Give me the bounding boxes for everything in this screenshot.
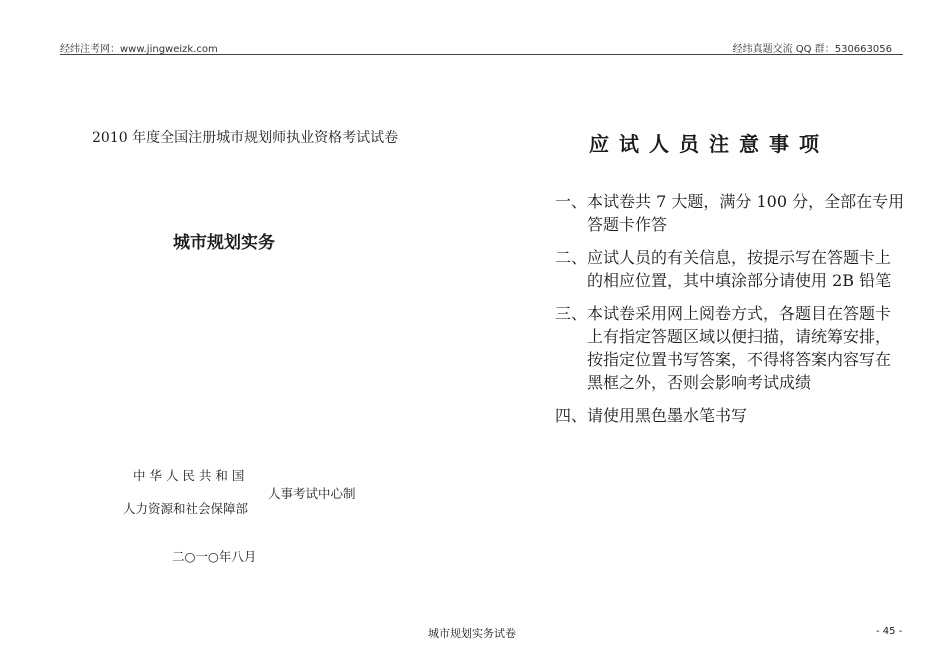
notice-item-number: 三、 [555, 304, 588, 323]
notice-item [555, 404, 905, 427]
exam-title: 2010 年度全国注册城市规划师执业资格考试试卷 [92, 130, 399, 146]
issuer-ministry: 人力资源和社会保障部 [123, 501, 249, 516]
header-qq-group: 经纬真题交流 QQ 群：530663056 [732, 44, 892, 55]
header-site-link: 经纬注考网：www.jingweizk.com [60, 44, 218, 55]
notice-title: 应试人员注意事项 [589, 132, 829, 156]
notice-item [555, 302, 905, 394]
notice-item-number: 一、 [555, 192, 588, 211]
footer-title: 城市规划实务试卷 [428, 627, 516, 640]
issuer-country: 中 华 人 民 共 和 国 [133, 468, 245, 483]
notice-item-text: 应试人员的有关信息，按提示写在答题卡上的相应位置，其中填涂部分请使用 2B 铅笔 [587, 248, 892, 290]
subject-title: 城市规划实务 [173, 233, 275, 253]
page-number: - 45 - [876, 626, 903, 637]
notice-item-number: 四、 [555, 406, 588, 425]
notice-item-text: 本试卷采用网上阅卷方式，各题目在答题卡上有指定答题区域以便扫描，请统筹安排，按指定位置书写答案，不得将答案内容写在黑框之外，否则会影响考试成绩 [587, 304, 892, 392]
notice-item-number: 二、 [555, 248, 588, 267]
header-rule [60, 54, 903, 55]
notice-item-text: 本试卷共 7 大题，满分 100 分，全部在专用答题卡作答 [587, 192, 905, 234]
notice-list [555, 190, 905, 437]
notice-item [555, 246, 905, 292]
issuer-center: 人事考试中心制 [268, 486, 356, 501]
notice-item [555, 190, 905, 236]
issue-date: 二○一○年八月 [172, 549, 257, 564]
notice-item-text: 请使用黑色墨水笔书写 [587, 406, 748, 425]
